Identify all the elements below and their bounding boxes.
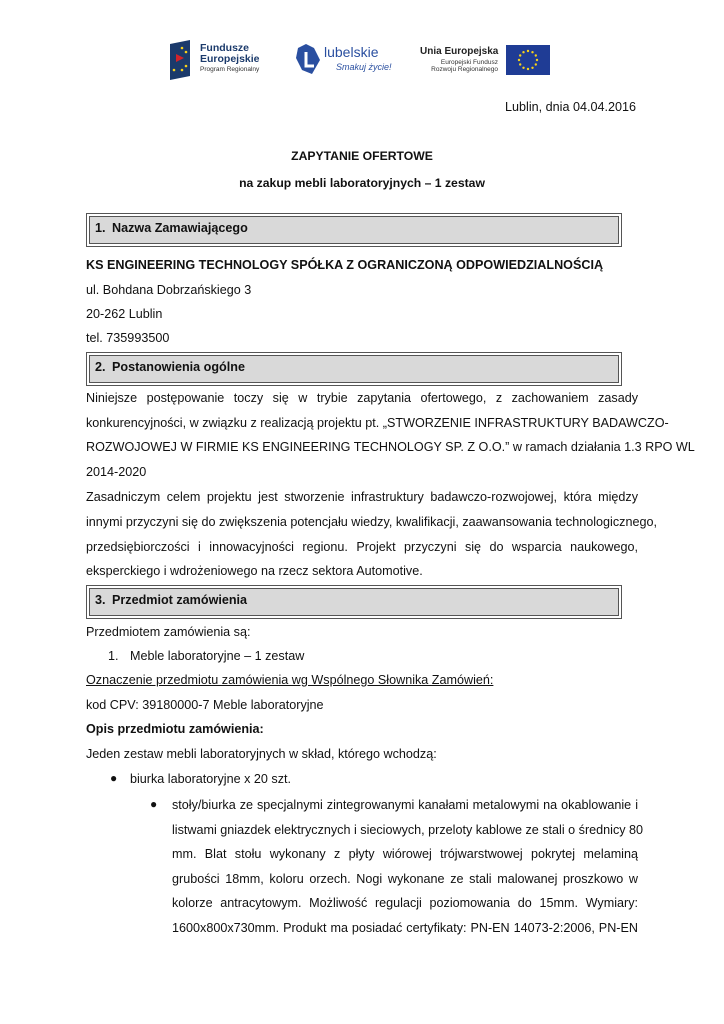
bullet-icon: ● bbox=[150, 797, 158, 811]
unia-europejska-logo bbox=[418, 40, 558, 82]
logo-bar bbox=[168, 40, 558, 86]
lubelskie-slogan: Smakuj życie! bbox=[336, 62, 392, 72]
section-header-box bbox=[89, 355, 619, 383]
ue-title: Unia Europejska bbox=[420, 46, 499, 57]
paragraph-line: 2014-2020 bbox=[86, 465, 147, 479]
company-phone: tel. 735993500 bbox=[86, 331, 170, 345]
ue-subtitle: Europejski Fundusz Rozwoju Regionalnego bbox=[431, 59, 498, 73]
bullet-item: biurka laboratoryjne x 20 szt. bbox=[130, 772, 292, 786]
sub-bullet-line: kolorze antracytowym. Możliwość regulacji poziomowania do 15mm. Wymiary: bbox=[172, 896, 638, 910]
company-city: 20-262 Lublin bbox=[86, 307, 163, 321]
sub-bullet-line: mm. Blat stołu wykonany z płyty wiórowej trójwarstwowej pokrytej melaminą bbox=[172, 847, 638, 861]
sub-bullet-line: stoły/biurka ze specjalnymi zintegrowanymi kanałami metalowymi na okablowanie i bbox=[172, 798, 638, 812]
paragraph-line: ROZWOJOWEJ W FIRMIE KS ENGINEERING TECHNOLOGY SP. Z O.O.” w ramach działania 1.3 RPO WL bbox=[86, 440, 695, 454]
document-subtitle: na zakup mebli laboratoryjnych – 1 zestaw bbox=[239, 176, 485, 190]
section-header-3 bbox=[86, 585, 622, 619]
section-number: 2. bbox=[95, 360, 106, 374]
lubelskie-icon bbox=[294, 40, 324, 78]
company-name: KS ENGINEERING TECHNOLOGY SPÓŁKA Z OGRANICZONĄ ODPOWIEDZIALNOŚCIĄ bbox=[86, 258, 604, 272]
section-number: 1. bbox=[95, 221, 106, 235]
section-header-box bbox=[89, 216, 619, 244]
paragraph-line: Zasadniczym celem projektu jest stworzenie infrastruktury badawczo-rozwojowej, która między bbox=[86, 490, 638, 504]
lubelskie-logo bbox=[294, 40, 394, 82]
paragraph-line: konkurencyjności, w związku z realizacją projektu pt. „STWORZENIE INFRASTRUKTURY BADAWCZO- bbox=[86, 416, 669, 430]
document-title: ZAPYTANIE OFERTOWE bbox=[291, 149, 433, 163]
cpv-heading: Oznaczenie przedmiotu zamówienia wg Wspólnego Słownika Zamówień: bbox=[86, 673, 494, 687]
section-title: Przedmiot zamówienia bbox=[112, 593, 248, 607]
numbered-item-number: 1. bbox=[108, 649, 119, 663]
fe-title: Fundusze Europejskie bbox=[200, 42, 260, 66]
section-title: Nazwa Zamawiającego bbox=[112, 221, 248, 235]
description-heading: Opis przedmiotu zamówienia: bbox=[86, 722, 264, 736]
paragraph-line: innymi przyczyni się do zwiększenia potencjału wiedzy, kwalifikacji, zaawansowania technologicznego, bbox=[86, 515, 657, 529]
paragraph-line: eksperckiego i wdrożeniowego na rzecz sektora Automotive. bbox=[86, 564, 423, 578]
eu-flag-icon bbox=[506, 45, 550, 75]
numbered-item-text: Meble laboratoryjne – 1 zestaw bbox=[130, 649, 305, 663]
description-intro: Jeden zestaw mebli laboratoryjnych w skład, którego wchodzą: bbox=[86, 747, 437, 761]
section-number: 3. bbox=[95, 593, 106, 607]
bullet-icon: ● bbox=[110, 771, 118, 785]
section-header-1 bbox=[86, 213, 622, 247]
fundusze-europejskie-icon bbox=[168, 40, 196, 80]
fundusze-europejskie-logo bbox=[168, 40, 268, 82]
section-title: Postanowienia ogólne bbox=[112, 360, 245, 374]
section-header-box bbox=[89, 588, 619, 616]
paragraph-line: przedsiębiorczości i innowacyjności regionu. Projekt przyczyni się do wsparcia naukowego, bbox=[86, 540, 638, 554]
order-intro: Przedmiotem zamówienia są: bbox=[86, 625, 251, 639]
sub-bullet-line: 1600x800x730mm. Produkt ma posiadać certyfikaty: PN-EN 14073-2:2006, PN-EN bbox=[172, 921, 638, 935]
paragraph-line: Niniejsze postępowanie toczy się w trybie zapytania ofertowego, z zachowaniem zasady bbox=[86, 391, 638, 405]
lubelskie-title: lubelskie bbox=[324, 44, 379, 60]
company-street: ul. Bohdana Dobrzańskiego 3 bbox=[86, 283, 252, 297]
sub-bullet-line: listwami gniazdek elektrycznych i sieciowych, przeloty kablowe ze stali o średnicy 80 bbox=[172, 823, 644, 837]
sub-bullet-line: grubości 18mm, koloru orzech. Nogi wykonane ze stali malowanej proszkowo w bbox=[172, 872, 638, 886]
cpv-code: kod CPV: 39180000-7 Meble laboratoryjne bbox=[86, 698, 324, 712]
fe-subtitle: Program Regionalny bbox=[200, 66, 260, 73]
section-header-2 bbox=[86, 352, 622, 386]
document-date: Lublin, dnia 04.04.2016 bbox=[505, 100, 636, 114]
